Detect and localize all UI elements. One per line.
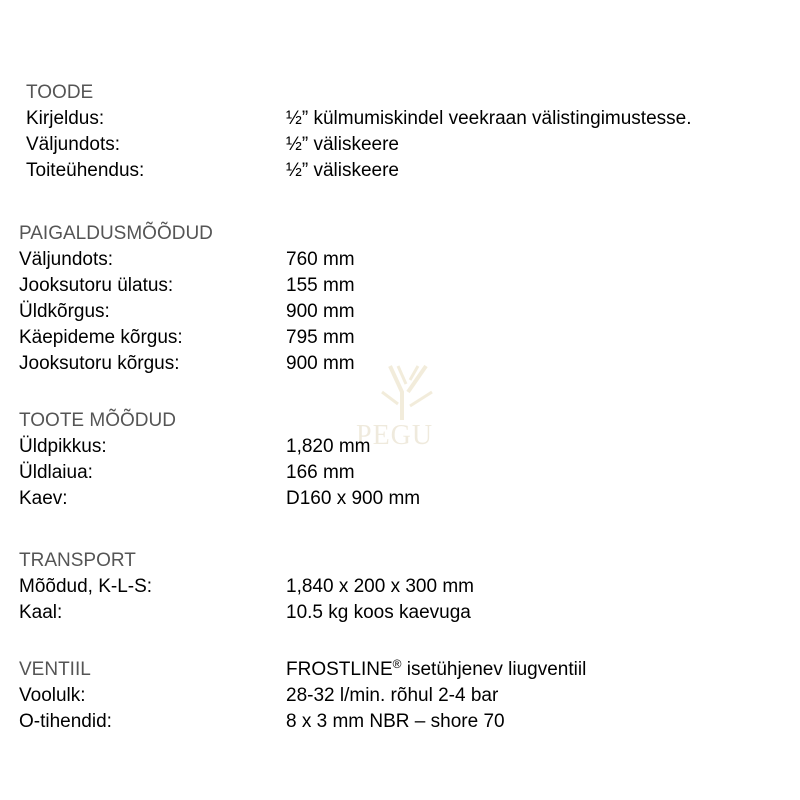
spec-label: Mõõdud, K-L-S: xyxy=(19,576,153,597)
section-toode xyxy=(26,80,800,184)
spec-label: Väljundots: xyxy=(26,134,121,155)
spec-row xyxy=(19,574,799,600)
spec-value: D160 x 900 mm xyxy=(286,488,421,509)
spec-value: 166 mm xyxy=(286,462,355,483)
spec-value: ½” väliskeere xyxy=(286,160,399,181)
spec-row xyxy=(19,460,799,486)
watermark-text: PEGU xyxy=(356,420,434,451)
spec-label: Voolulk: xyxy=(19,685,86,706)
spec-label: Jooksutoru ülatus: xyxy=(19,275,174,296)
spec-label: Üldpikkus: xyxy=(19,436,107,457)
spec-label: Toiteühendus: xyxy=(26,160,145,181)
spec-row xyxy=(19,600,799,626)
valve-description: isetühjenev liugventiil xyxy=(401,659,587,680)
spec-label: Kaal: xyxy=(19,602,63,623)
section-transport xyxy=(19,548,799,626)
spec-value: ½” väliskeere xyxy=(286,134,399,155)
spec-row xyxy=(19,434,799,460)
registered-mark: ® xyxy=(392,657,402,671)
spec-label: Üldlaiua: xyxy=(19,462,93,483)
section-heading: TRANSPORT xyxy=(19,550,136,571)
spec-label: Väljundots: xyxy=(19,249,114,270)
spec-row xyxy=(19,325,799,351)
spec-label: Käepideme kõrgus: xyxy=(19,327,183,348)
spec-value: 760 mm xyxy=(286,249,355,270)
section-heading: PAIGALDUSMÕÕDUD xyxy=(19,223,213,244)
spec-row xyxy=(19,299,799,325)
spec-value: 795 mm xyxy=(286,327,355,348)
spec-label: Kaev: xyxy=(19,488,68,509)
spec-value: 8 x 3 mm NBR – shore 70 xyxy=(286,711,505,732)
valve-name xyxy=(286,657,586,683)
spec-row xyxy=(19,709,799,735)
spec-value: 900 mm xyxy=(286,353,355,374)
spec-row xyxy=(19,486,799,512)
spec-value: 28-32 l/min. rõhul 2-4 bar xyxy=(286,685,499,706)
section-heading-row xyxy=(19,657,799,683)
valve-brand: FROSTLINE xyxy=(286,659,393,680)
spec-label: O-tihendid: xyxy=(19,711,112,732)
spec-value: 1,840 x 200 x 300 mm xyxy=(286,576,474,597)
spec-value: ½” külmumiskindel veekraan välistingimustesse. xyxy=(286,108,692,129)
spec-value: 1,820 mm xyxy=(286,436,371,457)
spec-label: Jooksutoru kõrgus: xyxy=(19,353,180,374)
section-heading: TOODE xyxy=(26,82,94,103)
spec-row xyxy=(19,351,799,377)
spec-value: 155 mm xyxy=(286,275,355,296)
spec-row xyxy=(26,158,800,184)
spec-row xyxy=(26,106,800,132)
spec-row xyxy=(19,683,799,709)
section-heading: TOOTE MÕÕDUD xyxy=(19,410,176,431)
section-heading: VENTIIL xyxy=(19,659,91,680)
section-toote-moodud xyxy=(19,408,799,512)
section-paigaldusmoodud xyxy=(19,221,799,377)
spec-value: 10.5 kg koos kaevuga xyxy=(286,602,471,623)
spec-row xyxy=(19,273,799,299)
spec-row xyxy=(19,247,799,273)
section-ventiil xyxy=(19,657,799,735)
spec-value: 900 mm xyxy=(286,301,355,322)
spec-row xyxy=(26,132,800,158)
spec-label: Kirjeldus: xyxy=(26,108,105,129)
spec-label: Üldkõrgus: xyxy=(19,301,110,322)
